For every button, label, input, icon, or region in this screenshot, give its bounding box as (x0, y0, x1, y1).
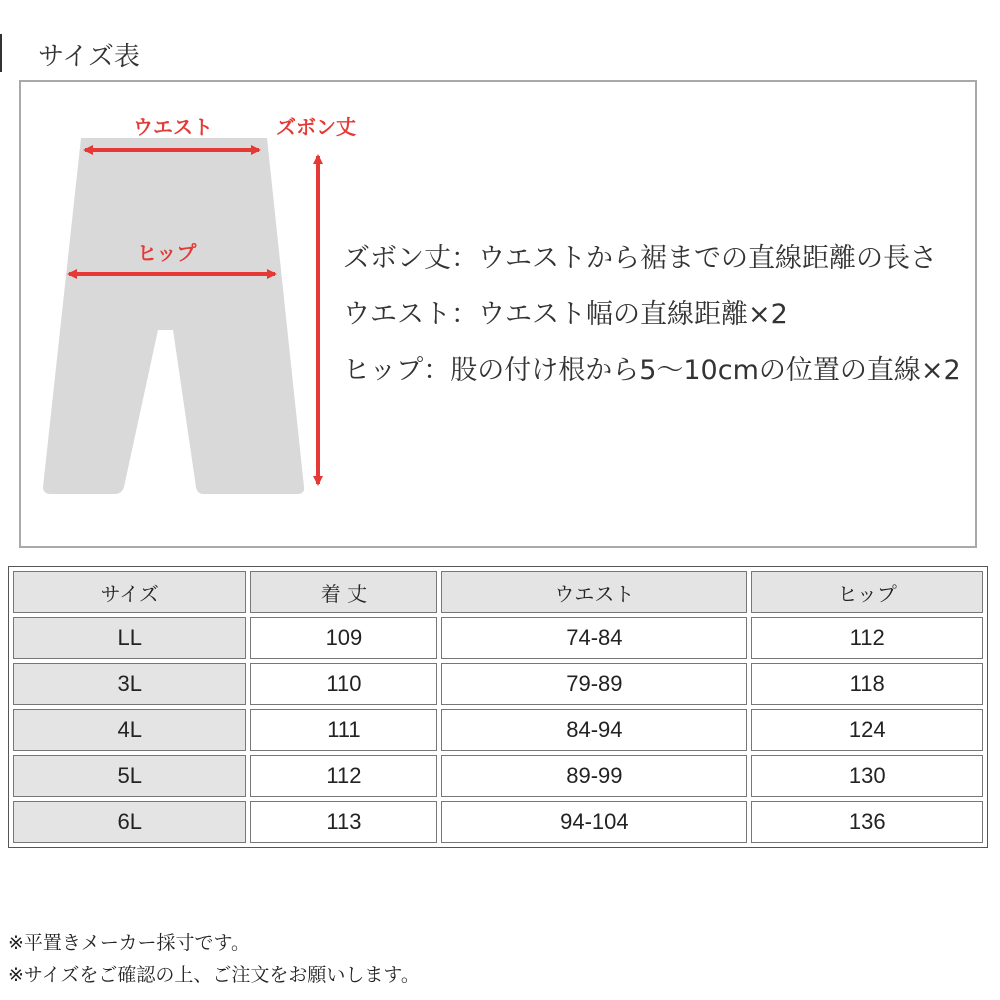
length-description: ズボン丈：ウエストから裾までの直線距離の長さ (343, 243, 937, 274)
hip-label: ヒップ (137, 241, 197, 265)
cell-size: 3L (13, 663, 246, 705)
cell-size: 5L (13, 755, 246, 797)
cell-size: 6L (13, 801, 246, 843)
table-row (13, 801, 983, 843)
title-accent-bar (0, 34, 2, 72)
pants-silhouette (43, 138, 304, 494)
table-row (13, 663, 983, 705)
waist-description: ウエスト：ウエスト幅の直線距離×2 (343, 299, 788, 330)
table-row (13, 755, 983, 797)
cell-waist: 74-84 (441, 617, 747, 659)
table-row (13, 617, 983, 659)
header-waist: ウエスト (441, 571, 747, 613)
cell-hip: 130 (751, 755, 983, 797)
cell-waist: 79-89 (441, 663, 747, 705)
measurement-diagram (19, 80, 977, 548)
cell-length: 111 (250, 709, 437, 751)
table-row (13, 709, 983, 751)
cell-size: 4L (13, 709, 246, 751)
cell-hip: 136 (751, 801, 983, 843)
length-label: ズボン丈 (276, 115, 356, 139)
size-table (8, 566, 988, 848)
cell-hip: 124 (751, 709, 983, 751)
cell-length: 112 (250, 755, 437, 797)
cell-waist: 84-94 (441, 709, 747, 751)
table-header-row (13, 571, 983, 613)
cell-size: LL (13, 617, 246, 659)
note-confirm: ※サイズをご確認の上、ご注文をお願いします。 (8, 964, 420, 986)
cell-length: 109 (250, 617, 437, 659)
header-size: サイズ (13, 571, 246, 613)
note-measurement: ※平置きメーカー採寸です。 (8, 932, 251, 954)
cell-waist: 94-104 (441, 801, 747, 843)
header-hip: ヒップ (751, 571, 983, 613)
hip-description: ヒップ：股の付け根から5～10cmの位置の直線×2 (343, 355, 961, 386)
cell-length: 113 (250, 801, 437, 843)
cell-length: 110 (250, 663, 437, 705)
cell-hip: 118 (751, 663, 983, 705)
cell-hip: 112 (751, 617, 983, 659)
header-length: 着 丈 (250, 571, 437, 613)
waist-label: ウエスト (133, 115, 213, 139)
cell-waist: 89-99 (441, 755, 747, 797)
page-title: サイズ表 (38, 42, 140, 72)
